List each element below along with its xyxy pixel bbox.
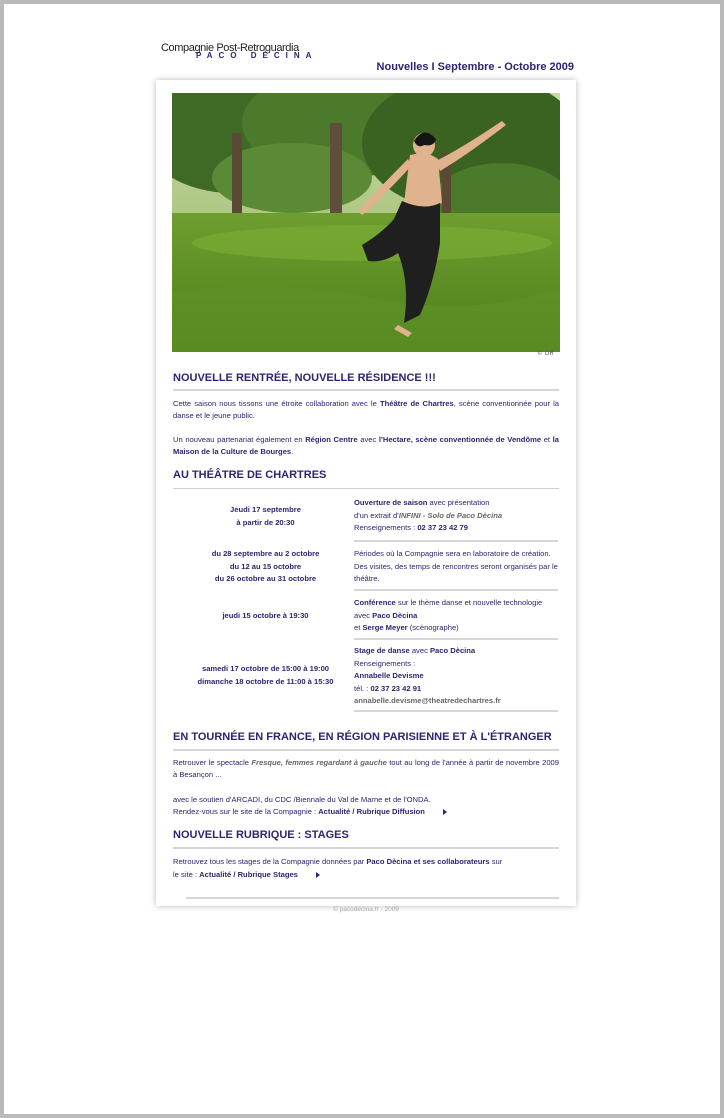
phone-number[interactable]: 02 37 23 42 91 [370,683,422,693]
event-stage-danse [354,645,560,708]
text-run: Retrouver le spectacle [173,758,252,767]
text-paco-decina: Paco Dècina [429,646,476,655]
text-fresque-title: Fresque, femmes regardant à gauche [251,758,387,767]
section-title-rentree: NOUVELLE RENTRÉE, NOUVELLE RÉSIDENCE !!! [173,372,436,384]
text-run: (scènographe) [407,623,459,632]
link-rubrique-diffusion[interactable]: Actualité / Rubrique Diffusion [318,807,425,816]
text-run: tél. : [354,683,371,693]
date-line: du 12 au 15 octobre [229,561,302,571]
event-conference [354,597,560,635]
arrow-right-icon[interactable] [316,872,320,878]
event-title: Conférence [354,598,396,607]
text-serge-meyer: Serge Meyer [362,623,408,632]
text-run: avec [357,435,379,444]
text-run: sur le thème danse et nouvelle technologie avec [354,598,543,620]
text-theatre-chartres: Théâtre de Chartres [379,399,454,408]
paragraph-fresque [173,757,559,781]
text-run: et [354,623,363,632]
newsletter-card [156,80,576,913]
divider [186,897,559,899]
divider [173,847,559,849]
paragraph-diffusion [173,806,559,818]
text-run: avec présentation [427,498,490,507]
text-region-centre: Région Centre [305,435,358,444]
section-title-chartres: AU THÉÂTRE DE CHARTRES [173,469,327,481]
dancer-photo [172,93,560,352]
divider [173,488,559,489]
event-date-conference [173,610,358,623]
divider [354,540,558,542]
text-run: Rendez-vous sur le site de la Compagnie : [173,807,319,816]
text-paco-decina: Paco Dècina [372,610,418,620]
paragraph-soutien: avec le soutien d'ARCADI, du CDC /Biennale du Val de Marne et de l'ONDA. [173,795,431,804]
text-run: tout au long de l'année à partir de novembre 2009 à Besançon ... [173,758,559,779]
event-title: Stage de danse [354,646,410,655]
text-run: Renseignements : [354,523,418,532]
contact-name: Annabelle Devisme [354,671,424,680]
divider [354,710,558,712]
divider [173,389,559,391]
text-run: sur [489,857,503,866]
date-line: du 26 octobre au 31 octobre [214,574,317,583]
text-run: le site : [173,870,200,879]
text-run: Cette saison nous tissons une étroite collaboration avec le [173,399,380,408]
event-date-stage [173,663,358,688]
text-run: , scène conventionnée pour la danse et le jeune public. [173,399,560,420]
text-hectare: l'Hectare, scène conventionnée de Vendôme [378,435,542,444]
paragraph-stages-link [173,869,559,881]
link-rubrique-stages[interactable]: Actualité / Rubrique Stages [199,870,298,879]
text-run: Un nouveau partenariat également en [173,435,306,444]
logo-artist-name[interactable]: PACO DÈCINA [196,51,318,60]
footer-copyright: © pacodecina.fr - 2009 [333,906,399,913]
divider [173,749,559,751]
text-run: Retrouvez tous les stages de la Compagnie données par [173,857,367,866]
section-title-tournee: EN TOURNÉE EN FRANCE, EN RÉGION PARISIENNE ET À L'ÉTRANGER [173,731,552,743]
email-link[interactable]: annabelle.devisme@theatredechartres.fr [354,696,501,705]
text-run: Renseignements : [354,658,416,668]
date-line: jeudi 15 octobre à 19:30 [222,611,309,620]
text-infini-solo: INFINI - Solo de Paco Dècina [398,510,503,520]
arrow-right-icon[interactable] [443,809,447,815]
phone-number[interactable]: 02 37 23 42 79 [417,523,469,532]
text-maison-culture: la Maison de la Culture de Bourges [173,435,559,456]
paragraph-collaboration [173,398,559,422]
event-title: Ouverture de saison [354,498,428,507]
event-laboratoire: Périodes où la Compagnie sera en laboratoire de création. Des visites, des temps de rencontres seront organisés par le théâtre. [354,549,558,583]
dancer-photo-illustration [172,93,560,352]
text-run: . [291,447,294,456]
event-date-ouverture [173,504,358,529]
date-line: dimanche 18 octobre de 11:00 à 15:30 [197,676,334,686]
paragraph-stages [173,856,559,868]
logo-company-name[interactable]: Compagnie Post-Retroguardia [161,42,299,54]
text-run: avec [409,646,430,655]
newsletter-issue-title: Nouvelles I Septembre - Octobre 2009 [376,61,574,73]
text-paco-decina-collaborateurs: Paco Dècina et ses collaborateurs [366,857,490,866]
date-line: à partir de 20:30 [236,517,295,527]
date-line: samedi 17 octobre de 15:00 à 19:00 [201,664,330,673]
photo-credit: © DR [537,350,554,357]
text-run: et [541,435,553,444]
section-title-stages: NOUVELLE RUBRIQUE : STAGES [173,829,349,841]
text-run: d'un extrait d' [354,510,399,520]
event-ouverture [354,497,560,535]
date-line: du 28 septembre au 2 octobre [211,549,320,558]
divider [354,589,558,591]
date-line: Jeudi 17 septembre [230,505,301,514]
divider [354,638,558,640]
header [161,42,576,78]
event-date-laboratoire [173,548,358,586]
paragraph-partnership [173,434,559,458]
